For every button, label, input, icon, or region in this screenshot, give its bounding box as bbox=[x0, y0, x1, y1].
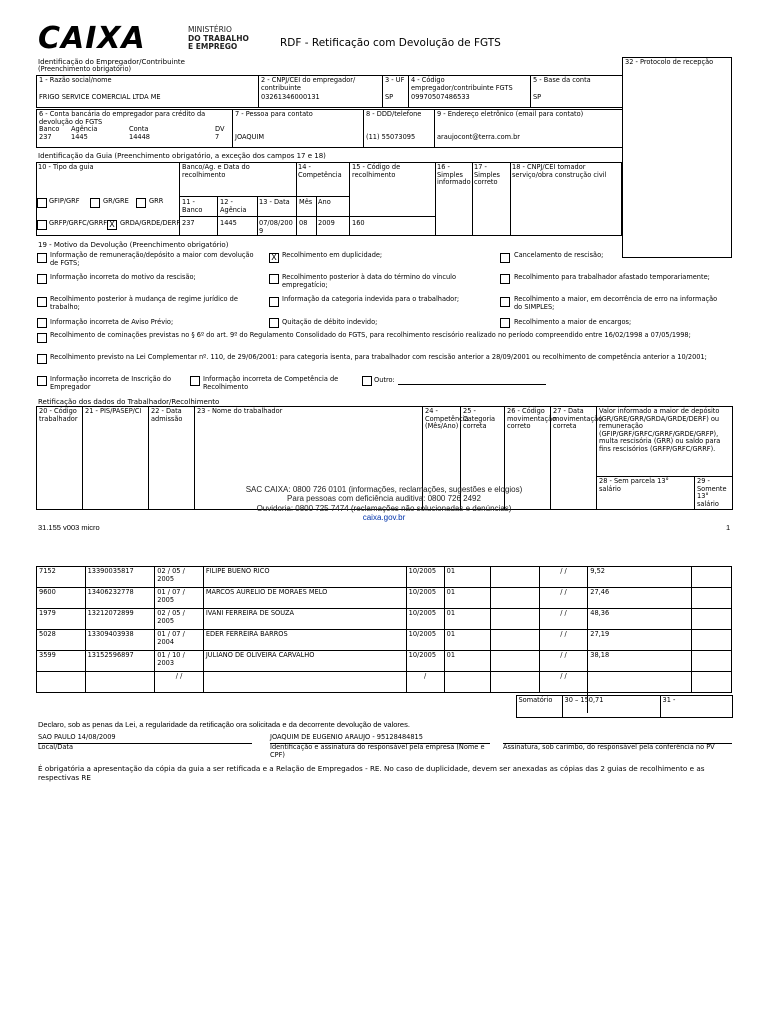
motivo-16-label: Informação incorreta de Competência de Recolhimento bbox=[203, 375, 339, 391]
ministerio-logo: MINISTÉRIO DO TRABALHO E EMPREGO bbox=[188, 25, 249, 51]
cell-codigo bbox=[37, 672, 86, 693]
table-row bbox=[37, 567, 732, 588]
motivo-1-checkbox[interactable] bbox=[37, 253, 47, 263]
guia-data-label: 13 - Data bbox=[259, 198, 290, 206]
conta-table bbox=[36, 109, 623, 148]
ano-label: Ano bbox=[318, 198, 331, 206]
cell-movimentacao bbox=[491, 609, 540, 630]
cell-nome: EDER FERREIRA BARROS bbox=[203, 630, 406, 651]
cell-movimentacao bbox=[491, 651, 540, 672]
motivo-4-checkbox[interactable] bbox=[37, 274, 47, 284]
grfp-label: GRFP/GRFC/GRRF bbox=[49, 219, 108, 227]
cell-categoria: 01 bbox=[444, 630, 490, 651]
col-sem-13-header: 28 - Sem parcela 13° salário bbox=[597, 477, 695, 510]
competencia-label: 14 - Competência bbox=[298, 163, 342, 179]
col-somente-13-header: 29 - Somente 13° salário bbox=[695, 477, 733, 510]
cnpj-value: 03261346000131 bbox=[261, 93, 320, 102]
cell-movimentacao bbox=[491, 630, 540, 651]
cell-valor-somente-13 bbox=[691, 630, 731, 651]
motivo-3-label: Cancelamento de rescisão; bbox=[514, 251, 604, 259]
cell-admissao: 01 / 07 / 2005 bbox=[155, 588, 204, 609]
email-value: araujocont@terra.com.br bbox=[437, 132, 521, 141]
motivo-9-label: Recolhimento a maior, em decorrência de erro na informação do SIMPLES; bbox=[514, 295, 718, 311]
cell-pis: 13152596897 bbox=[85, 651, 155, 672]
caixa-site-link[interactable]: caixa.gov.br bbox=[362, 512, 406, 522]
cell-admissao: 02 / 05 / 2005 bbox=[155, 609, 204, 630]
protocolo-label: 32 - Protocolo de recepção bbox=[625, 58, 714, 66]
cell-data-mov: / / bbox=[539, 609, 588, 630]
cell-categoria bbox=[444, 672, 490, 693]
mes-label: Mês bbox=[299, 198, 313, 206]
cell-admissao: 01 / 07 / 2004 bbox=[155, 630, 204, 651]
col-competencia-header: 24 - Competência (Mês/Ano) bbox=[423, 407, 461, 510]
cell-competencia: / bbox=[406, 672, 444, 693]
dv-value: 7 bbox=[215, 133, 220, 142]
gfip-label: GFIP/GRF bbox=[49, 197, 80, 205]
local-data-label: Local/Data bbox=[38, 743, 74, 751]
motivo-1-label: Informação de remuneração/depósito a maior com devolução de FGTS; bbox=[50, 251, 254, 267]
motivo-6-label: Recolhimento para trabalhador afastado temporariamente; bbox=[514, 273, 710, 281]
motivo-2-checkbox[interactable]: X bbox=[269, 253, 279, 263]
cell-categoria: 01 bbox=[444, 651, 490, 672]
guia-banco-value: 237 bbox=[182, 219, 195, 227]
motivo-10-checkbox[interactable] bbox=[37, 318, 47, 328]
motivo-7-label: Recolhimento posterior à mudança de regime jurídico de trabalho; bbox=[50, 295, 238, 311]
total-31-cell: 31 - bbox=[660, 696, 732, 718]
col-valor-header: Valor informado a maior de depósito (GR/GRE/GRR/GRDA/GRDE/DERF) ou remuneração (GFIP/GRF/GRFC/GRRF/GRDE/GRFP), multa rescisória (GRR) ou saldo para fins rescisórios (GRFP/GRFC/GRRF). bbox=[597, 407, 733, 477]
motivo-6-checkbox[interactable] bbox=[500, 274, 510, 284]
grda-label: GRDA/GRDE/DERF bbox=[120, 219, 181, 227]
motivo-10-label: Informação incorreta de Aviso Prévio; bbox=[50, 318, 174, 326]
motivo-7-checkbox[interactable] bbox=[37, 297, 47, 307]
cell-admissao: 02 / 05 / 2005 bbox=[155, 567, 204, 588]
motivo-13-checkbox[interactable] bbox=[37, 333, 47, 343]
cell-pis: 13390035817 bbox=[85, 567, 155, 588]
codigo-fgts-value: 09970507486533 bbox=[411, 93, 470, 102]
cell-data-mov: / / bbox=[539, 588, 588, 609]
cell-valor-somente-13 bbox=[691, 609, 731, 630]
contato-value: JOAQUIM bbox=[235, 132, 265, 141]
motivo-13-label: Recolhimento de cominações previstas no § 6º do art. 9º do Regulamento Consolidado do FGTS, para recolhimento rescisório realizado no período compreendido entre 16/02/1998 a 07/05/1998; bbox=[50, 331, 691, 339]
cell-admissao: / / bbox=[155, 672, 204, 693]
cnpj-cell: 2 - CNPJ/CEI do empregador/ contribuinte 03261346000131 bbox=[259, 76, 383, 108]
cell-competencia: 10/2005 bbox=[406, 567, 444, 588]
empregador-table bbox=[36, 75, 623, 108]
motivo-2-label: Recolhimento em duplicidade; bbox=[282, 251, 383, 259]
page-title: RDF - Retificação com Devolução de FGTS bbox=[280, 37, 501, 49]
cnpj-tomador-label: 18 - CNPJ/CEI tomador serviço/obra construção civil bbox=[512, 163, 607, 179]
cell-valor-sem-13: 27,46 bbox=[588, 588, 692, 609]
somatorio-cell: Somatório bbox=[516, 696, 562, 718]
obrigatoria-text: É obrigatória a apresentação da cópia da guia a ser retificada e a Relação de Empregados - RE. No caso de duplicidade, devem ser anexadas as cópias das 2 guias de recolhimento e as respectivas RE bbox=[38, 764, 705, 782]
conta-bancaria-cell: 6 - Conta bancária do empregador para crédito da devolução do FGTS Banco Agência Conta DV 237 1445 14448 7 bbox=[37, 110, 233, 148]
col-movimentacao-header: 26 - Código movimentação correto bbox=[505, 407, 551, 510]
sac-info: SAC CAIXA: 0800 726 0101 (informações, reclamações, sugestões e elogios) Para pessoas com deficiência auditiva: 0800 726 2492 Ouvidoria: 0800 725 7474 (reclamações não solucionadas e denúncias) caixa.gov.br bbox=[0, 485, 768, 522]
banco-value: 237 bbox=[39, 133, 52, 142]
cell-valor-somente-13 bbox=[691, 567, 731, 588]
motivo-17-checkbox[interactable] bbox=[362, 376, 372, 386]
outro-input-line[interactable] bbox=[398, 384, 546, 385]
guia-agencia-label: 12 - Agência bbox=[220, 198, 247, 214]
cell-nome: IVANI FERREIRA DE SOUZA bbox=[203, 609, 406, 630]
motivo-3-checkbox[interactable] bbox=[500, 253, 510, 263]
cell-movimentacao bbox=[491, 672, 540, 693]
cell-competencia: 10/2005 bbox=[406, 651, 444, 672]
cell-admissao: 01 / 10 / 2003 bbox=[155, 651, 204, 672]
cell-data-mov: / / bbox=[539, 567, 588, 588]
cell-valor-sem-13: 27,19 bbox=[588, 630, 692, 651]
cell-pis: 13309403938 bbox=[85, 630, 155, 651]
trabalhador-data-table bbox=[36, 566, 732, 713]
caixa-logo: CAIXA bbox=[38, 21, 146, 56]
contato-cell: 7 - Pessoa para contato JOAQUIM bbox=[233, 110, 364, 148]
cell-categoria: 01 bbox=[444, 609, 490, 630]
cell-valor-somente-13 bbox=[691, 588, 731, 609]
cell-codigo: 3599 bbox=[37, 651, 86, 672]
email-cell: 9 - Endereço eletrônico (email para contato) araujocont@terra.com.br bbox=[435, 110, 623, 148]
col-data-mov-header: 27 - Data movimentação correta bbox=[551, 407, 597, 510]
cell-categoria: 01 bbox=[444, 567, 490, 588]
col-nome-header: 23 - Nome do trabalhador bbox=[195, 407, 423, 510]
table-row bbox=[37, 630, 732, 651]
totals-table bbox=[36, 695, 733, 718]
table-row bbox=[37, 672, 732, 693]
col-categoria-header: 25 - Categoria correta bbox=[461, 407, 505, 510]
base-conta-value: SP bbox=[533, 92, 542, 101]
motivo-4-label: Informação incorreta do motivo da rescisão; bbox=[50, 273, 196, 281]
cell-valor-sem-13 bbox=[588, 672, 692, 693]
motivo-15-label: Informação incorreta de Inscrição do Empregador bbox=[50, 375, 172, 391]
ano-value: 2009 bbox=[318, 219, 335, 227]
simples-informado-label: 16 - Simples informado bbox=[437, 163, 471, 187]
tipo-guia-label: 10 - Tipo da guia bbox=[38, 163, 94, 171]
motivo-5-label: Recolhimento posterior à data do término do vínculo empregatício; bbox=[282, 273, 456, 289]
uf-cell: 3 - UF SP bbox=[383, 76, 409, 108]
col-pis-header: 21 - PIS/PASEP/CI bbox=[83, 407, 149, 510]
grda-checkbox[interactable]: X bbox=[107, 220, 117, 230]
total-30-cell: 30 – 150,71 bbox=[562, 696, 660, 718]
trabalhador-section-title: Retificação dos dados do Trabalhador/Recolhimento bbox=[38, 398, 220, 406]
guia-data-value: 07/08/2009 bbox=[259, 219, 293, 235]
motivo-12-label: Recolhimento a maior de encargos; bbox=[514, 318, 632, 326]
cell-data-mov: / / bbox=[539, 672, 588, 693]
local-data-value: SAO PAULO 14/08/2009 bbox=[38, 733, 116, 741]
cell-pis bbox=[85, 672, 155, 693]
motivo-14-label: Recolhimento previsto na Lei Complementar nº. 110, de 29/06/2001: para categoria isenta, para trabalhador com rescisão anterior a 28/09/2001 ou recolhimento de competência anterior a 10/2001; bbox=[50, 353, 707, 361]
cell-codigo: 1979 bbox=[37, 609, 86, 630]
gfip-checkbox[interactable] bbox=[37, 198, 47, 208]
telefone-cell: 8 - DDD/telefone (11) 55073095 bbox=[364, 110, 435, 148]
grr-label: GRR bbox=[149, 197, 164, 205]
guia-banco-label: 11 - Banco bbox=[182, 198, 203, 214]
simples-correto-label: 17 - Simples correto bbox=[474, 163, 500, 187]
motivo-11-checkbox[interactable] bbox=[269, 318, 279, 328]
page-number: 1 bbox=[726, 523, 731, 532]
cell-pis: 13212072899 bbox=[85, 609, 155, 630]
guia-agencia-value: 1445 bbox=[220, 219, 237, 227]
motivo-17-label: Outro: bbox=[374, 376, 395, 384]
agencia-value: 1445 bbox=[71, 133, 88, 142]
responsavel-value: JOAQUIM DE EUGENIO ARAUJO - 95128484815 bbox=[270, 733, 423, 741]
motivo-14-checkbox[interactable] bbox=[37, 354, 47, 364]
grfp-checkbox[interactable] bbox=[37, 220, 47, 230]
cell-nome bbox=[203, 672, 406, 693]
motivo-9-checkbox[interactable] bbox=[500, 297, 510, 307]
motivo-15-checkbox[interactable] bbox=[37, 376, 47, 386]
cell-categoria: 01 bbox=[444, 588, 490, 609]
declaracao-text: Declaro, sob as penas da Lei, a regularidade da retificação ora solicitada e da decorrente devolução de valores. bbox=[38, 720, 410, 729]
cell-nome: FILIPE BUENO RICO bbox=[203, 567, 406, 588]
cell-valor-somente-13 bbox=[691, 672, 731, 693]
motivo-12-checkbox[interactable] bbox=[500, 318, 510, 328]
telefone-value: (11) 55073095 bbox=[366, 132, 416, 141]
table-row bbox=[37, 609, 732, 630]
form-code: 31.155 v003 micro bbox=[38, 523, 100, 532]
codigo-recolhimento-label: 15 - Código de recolhimento bbox=[352, 163, 401, 179]
grr-checkbox[interactable] bbox=[136, 198, 146, 208]
cell-codigo: 5028 bbox=[37, 630, 86, 651]
grgre-checkbox[interactable] bbox=[90, 198, 100, 208]
cell-pis: 13406232778 bbox=[85, 588, 155, 609]
table-row bbox=[37, 588, 732, 609]
motivo-8-checkbox[interactable] bbox=[269, 297, 279, 307]
cell-codigo: 7152 bbox=[37, 567, 86, 588]
conta-value: 14448 bbox=[129, 133, 150, 142]
razao-social-value: FRIGO SERVICE COMERCIAL LTDA ME bbox=[39, 92, 161, 101]
razao-social-cell: 1 - Razão social/nome FRIGO SERVICE COMERCIAL LTDA ME bbox=[37, 76, 259, 108]
cell-valor-sem-13: 9,52 bbox=[588, 567, 692, 588]
cell-movimentacao bbox=[491, 567, 540, 588]
cell-valor-sem-13: 48,36 bbox=[588, 609, 692, 630]
motivo-section-title: 19 - Motivo da Devolução (Preenchimento obrigatório) bbox=[38, 241, 229, 249]
banco-data-label: Banco/Ag. e Data do recolhimento bbox=[182, 163, 250, 179]
guia-section-title: Identificação da Guia (Preenchimento obrigatório, a exceção dos campos 17 e 18) bbox=[38, 152, 326, 160]
col-codigo-header: 20 - Código trabalhador bbox=[37, 407, 83, 510]
cell-data-mov: / / bbox=[539, 651, 588, 672]
cell-codigo: 9600 bbox=[37, 588, 86, 609]
empregador-section-subtitle: (Preenchimento obrigatório) bbox=[38, 65, 132, 73]
motivo-16-checkbox[interactable] bbox=[190, 376, 200, 386]
table-row bbox=[37, 651, 732, 672]
cell-valor-sem-13: 38,18 bbox=[588, 651, 692, 672]
mes-value: 08 bbox=[299, 219, 308, 227]
cell-data-mov: / / bbox=[539, 630, 588, 651]
cell-valor-somente-13 bbox=[691, 651, 731, 672]
cell-nome: MARCOS AURELIO DE MORAES MELO bbox=[203, 588, 406, 609]
grgre-label: GR/GRE bbox=[103, 197, 129, 205]
cell-competencia: 10/2005 bbox=[406, 609, 444, 630]
empregador-section-title: Identificação do Empregador/Contribuinte bbox=[38, 58, 185, 66]
cell-competencia: 10/2005 bbox=[406, 588, 444, 609]
uf-value: SP bbox=[385, 92, 394, 101]
motivo-11-label: Quitação de débito indevido; bbox=[282, 318, 378, 326]
codigo-fgts-cell: 4 - Código empregador/contribuinte FGTS 09970507486533 bbox=[409, 76, 531, 108]
codigo-recolhimento-value: 160 bbox=[352, 219, 365, 227]
col-admissao-header: 22 - Data admissão bbox=[149, 407, 195, 510]
cell-movimentacao bbox=[491, 588, 540, 609]
base-conta-cell: 5 - Base da conta SP bbox=[531, 76, 623, 108]
cell-nome: JULIANO DE OLIVEIRA CARVALHO bbox=[203, 651, 406, 672]
cell-competencia: 10/2005 bbox=[406, 630, 444, 651]
conferencia-pv-label: Assinatura, sob carimbo, do responsável pela conferência no PV bbox=[503, 743, 715, 751]
motivo-8-label: Informação da categoria indevida para o trabalhador; bbox=[282, 295, 460, 303]
protocolo-box bbox=[622, 57, 732, 258]
responsavel-label: Identificação e assinatura do responsável pela empresa (Nome e CPF) bbox=[270, 743, 485, 759]
motivo-5-checkbox[interactable] bbox=[269, 274, 279, 284]
